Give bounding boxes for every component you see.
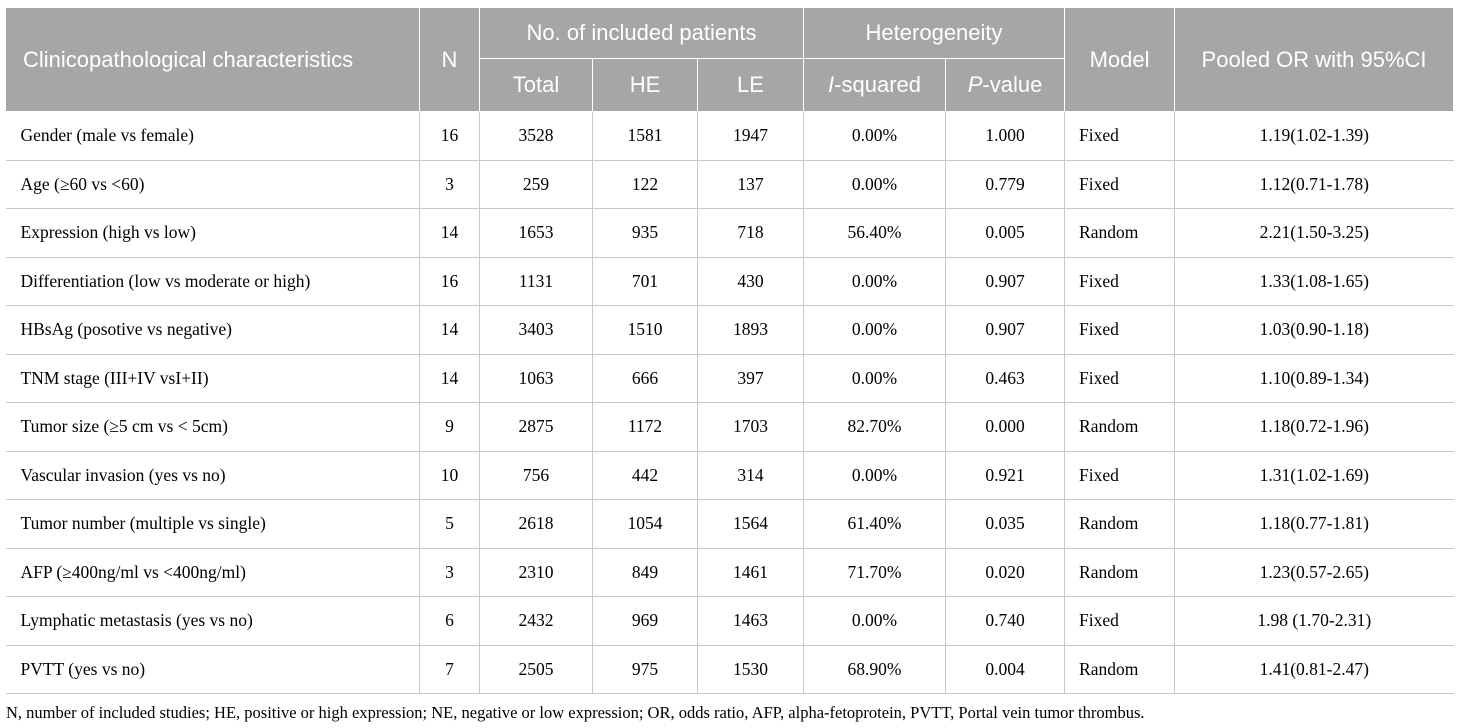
- cell-characteristic: TNM stage (III+IV vsI+II): [6, 354, 420, 403]
- cell-n: 14: [420, 209, 480, 258]
- table-row: [6, 257, 1454, 306]
- cell-n: 10: [420, 451, 480, 500]
- cell-n: 14: [420, 306, 480, 355]
- cell-model: Fixed: [1065, 597, 1175, 646]
- cell-total: 1063: [480, 354, 593, 403]
- cell-i-squared: 0.00%: [804, 306, 946, 355]
- cell-i-squared: 56.40%: [804, 209, 946, 258]
- cell-total: 2875: [480, 403, 593, 452]
- cell-pooled-or: 1.18(0.72-1.96): [1175, 403, 1454, 452]
- cell-pooled-or: 1.33(1.08-1.65): [1175, 257, 1454, 306]
- cell-pooled-or: 1.12(0.71-1.78): [1175, 160, 1454, 209]
- header-p-value-rest: -value: [982, 72, 1043, 97]
- cell-model: Fixed: [1065, 306, 1175, 355]
- cell-pooled-or: 1.23(0.57-2.65): [1175, 548, 1454, 597]
- cell-model: Random: [1065, 209, 1175, 258]
- cell-pooled-or: 1.03(0.90-1.18): [1175, 306, 1454, 355]
- cell-pooled-or: 1.18(0.77-1.81): [1175, 500, 1454, 549]
- table-body: [6, 112, 1454, 694]
- cell-he: 975: [593, 645, 698, 694]
- cell-total: 259: [480, 160, 593, 209]
- cell-total: 2310: [480, 548, 593, 597]
- cell-characteristic: Tumor size (≥5 cm vs < 5cm): [6, 403, 420, 452]
- cell-model: Random: [1065, 548, 1175, 597]
- cell-he: 1054: [593, 500, 698, 549]
- cell-p-value: 0.779: [946, 160, 1065, 209]
- cell-le: 1893: [698, 306, 804, 355]
- cell-p-value: 0.035: [946, 500, 1065, 549]
- cell-model: Random: [1065, 645, 1175, 694]
- cell-characteristic: Vascular invasion (yes vs no): [6, 451, 420, 500]
- cell-total: 2505: [480, 645, 593, 694]
- cell-model: Fixed: [1065, 112, 1175, 161]
- cell-total: 2432: [480, 597, 593, 646]
- header-n: N: [420, 8, 480, 112]
- cell-p-value: 0.000: [946, 403, 1065, 452]
- cell-i-squared: 82.70%: [804, 403, 946, 452]
- cell-p-value: 0.907: [946, 257, 1065, 306]
- cell-model: Random: [1065, 403, 1175, 452]
- table-row: [6, 597, 1454, 646]
- cell-he: 1172: [593, 403, 698, 452]
- cell-le: 314: [698, 451, 804, 500]
- cell-le: 1463: [698, 597, 804, 646]
- cell-pooled-or: 1.10(0.89-1.34): [1175, 354, 1454, 403]
- cell-i-squared: 0.00%: [804, 597, 946, 646]
- cell-model: Fixed: [1065, 354, 1175, 403]
- cell-le: 137: [698, 160, 804, 209]
- cell-p-value: 0.907: [946, 306, 1065, 355]
- cell-le: 1461: [698, 548, 804, 597]
- cell-le: 397: [698, 354, 804, 403]
- table-row: [6, 306, 1454, 355]
- header-p-value-italic: P: [967, 72, 983, 97]
- cell-characteristic: AFP (≥400ng/ml vs <400ng/ml): [6, 548, 420, 597]
- cell-pooled-or: 1.41(0.81-2.47): [1175, 645, 1454, 694]
- cell-model: Random: [1065, 500, 1175, 549]
- header-model: Model: [1065, 8, 1175, 112]
- cell-le: 1564: [698, 500, 804, 549]
- table-header: [6, 8, 1454, 112]
- cell-i-squared: 0.00%: [804, 112, 946, 161]
- cell-characteristic: HBsAg (posotive vs negative): [6, 306, 420, 355]
- table-row: [6, 112, 1454, 161]
- cell-p-value: 0.005: [946, 209, 1065, 258]
- cell-total: 3528: [480, 112, 593, 161]
- header-characteristics: Clinicopathological characteristics: [6, 8, 420, 112]
- cell-characteristic: Gender (male vs female): [6, 112, 420, 161]
- meta-analysis-table: [5, 7, 1454, 694]
- cell-n: 3: [420, 160, 480, 209]
- table-row: [6, 160, 1454, 209]
- header-le: LE: [698, 59, 804, 112]
- header-i-squared: [804, 59, 946, 112]
- cell-he: 122: [593, 160, 698, 209]
- cell-i-squared: 0.00%: [804, 160, 946, 209]
- cell-n: 5: [420, 500, 480, 549]
- cell-i-squared: 0.00%: [804, 354, 946, 403]
- cell-total: 3403: [480, 306, 593, 355]
- cell-pooled-or: 2.21(1.50-3.25): [1175, 209, 1454, 258]
- cell-le: 1703: [698, 403, 804, 452]
- cell-p-value: 0.020: [946, 548, 1065, 597]
- cell-total: 1653: [480, 209, 593, 258]
- cell-n: 9: [420, 403, 480, 452]
- cell-p-value: 0.921: [946, 451, 1065, 500]
- cell-i-squared: 0.00%: [804, 451, 946, 500]
- table-row: [6, 548, 1454, 597]
- cell-model: Fixed: [1065, 160, 1175, 209]
- cell-model: Fixed: [1065, 257, 1175, 306]
- cell-le: 1947: [698, 112, 804, 161]
- cell-he: 701: [593, 257, 698, 306]
- header-heterogeneity-group: Heterogeneity: [804, 8, 1065, 59]
- cell-i-squared: 61.40%: [804, 500, 946, 549]
- cell-he: 1510: [593, 306, 698, 355]
- cell-total: 756: [480, 451, 593, 500]
- cell-n: 3: [420, 548, 480, 597]
- cell-n: 7: [420, 645, 480, 694]
- cell-he: 935: [593, 209, 698, 258]
- table-row: [6, 645, 1454, 694]
- cell-total: 1131: [480, 257, 593, 306]
- cell-n: 14: [420, 354, 480, 403]
- table-row: [6, 500, 1454, 549]
- cell-le: 1530: [698, 645, 804, 694]
- cell-n: 16: [420, 257, 480, 306]
- cell-characteristic: Differentiation (low vs moderate or high): [6, 257, 420, 306]
- cell-he: 969: [593, 597, 698, 646]
- cell-he: 849: [593, 548, 698, 597]
- header-p-value: [946, 59, 1065, 112]
- table-row: [6, 209, 1454, 258]
- cell-p-value: 0.004: [946, 645, 1065, 694]
- cell-characteristic: PVTT (yes vs no): [6, 645, 420, 694]
- cell-model: Fixed: [1065, 451, 1175, 500]
- cell-characteristic: Expression (high vs low): [6, 209, 420, 258]
- cell-he: 1581: [593, 112, 698, 161]
- table-row: [6, 403, 1454, 452]
- cell-i-squared: 68.90%: [804, 645, 946, 694]
- cell-he: 666: [593, 354, 698, 403]
- cell-characteristic: Age (≥60 vs <60): [6, 160, 420, 209]
- cell-le: 430: [698, 257, 804, 306]
- cell-n: 6: [420, 597, 480, 646]
- cell-total: 2618: [480, 500, 593, 549]
- table-row: [6, 354, 1454, 403]
- table-footnote: N, number of included studies; HE, positive or high expression; NE, negative or low expression; OR, odds ratio, AFP, alpha-fetoprotein, PVTT, Portal vein tumor thrombus.: [6, 703, 1145, 722]
- cell-i-squared: 71.70%: [804, 548, 946, 597]
- table-row: [6, 451, 1454, 500]
- cell-p-value: 1.000: [946, 112, 1065, 161]
- cell-pooled-or: 1.19(1.02-1.39): [1175, 112, 1454, 161]
- cell-characteristic: Lymphatic metastasis (yes vs no): [6, 597, 420, 646]
- header-he: HE: [593, 59, 698, 112]
- cell-p-value: 0.740: [946, 597, 1065, 646]
- cell-le: 718: [698, 209, 804, 258]
- cell-characteristic: Tumor number (multiple vs single): [6, 500, 420, 549]
- header-i-squared-rest: -squared: [834, 72, 922, 97]
- cell-n: 16: [420, 112, 480, 161]
- cell-i-squared: 0.00%: [804, 257, 946, 306]
- cell-pooled-or: 1.31(1.02-1.69): [1175, 451, 1454, 500]
- cell-p-value: 0.463: [946, 354, 1065, 403]
- cell-he: 442: [593, 451, 698, 500]
- header-pooled-or: Pooled OR with 95%CI: [1175, 8, 1454, 112]
- header-total: Total: [480, 59, 593, 112]
- header-patients-group: No. of included patients: [480, 8, 804, 59]
- header-i-squared-italic: I: [828, 72, 835, 97]
- cell-pooled-or: 1.98 (1.70-2.31): [1175, 597, 1454, 646]
